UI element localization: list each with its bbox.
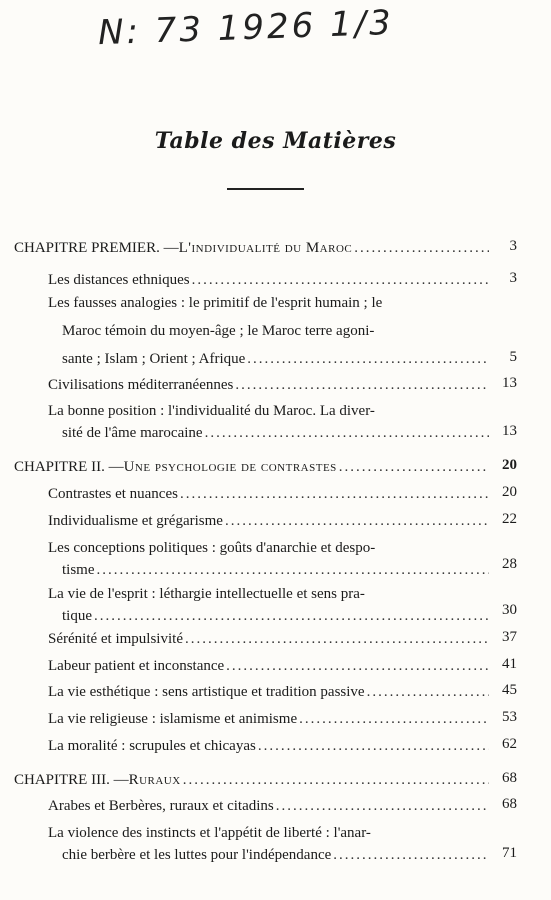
- toc-section[interactable]: Les conceptions politiques : goûts d'anarchie et despo- tisme .....: [48, 538, 491, 580]
- chapter-name: L'individualité du Maroc: [178, 240, 353, 256]
- dot-leader: [354, 238, 489, 258]
- page-number: 5: [509, 349, 517, 365]
- chapter-label: CHAPITRE III. —: [14, 772, 129, 788]
- toc-section[interactable]: Contrastes et nuances .....: [48, 484, 491, 504]
- chapter-name: Une psychologie de contrastes: [123, 459, 337, 475]
- page-number: 68: [502, 770, 517, 786]
- page-number: 22: [502, 511, 517, 527]
- page-number: 20: [502, 457, 517, 473]
- handwritten-annotation: N: 73 1926 1/3: [97, 2, 395, 54]
- toc-section[interactable]: La vie de l'esprit : léthargie intellectuelle et sens pra- tique .....: [48, 584, 491, 626]
- page-number: 13: [502, 423, 517, 439]
- page-number: 13: [502, 375, 517, 391]
- toc-section[interactable]: Civilisations méditerranéennes .....: [48, 375, 491, 395]
- page-number: 41: [502, 656, 517, 672]
- chapter-label: CHAPITRE II. —: [14, 459, 124, 475]
- toc-section[interactable]: Les distances ethniques .....: [48, 270, 491, 290]
- page-number: 53: [502, 709, 517, 725]
- title-rule: [227, 188, 304, 190]
- page-number: 68: [502, 796, 517, 812]
- dot-leader: [339, 457, 489, 477]
- chapter-heading[interactable]: [14, 238, 491, 258]
- page-number: 45: [502, 682, 517, 698]
- toc-section[interactable]: La bonne position : l'individualité du Maroc. La diver- sité de l'âme marocaine .....: [48, 401, 491, 443]
- page-number: 28: [502, 556, 517, 572]
- toc-section[interactable]: Labeur patient et inconstance .....: [48, 656, 491, 676]
- page-number: 62: [502, 736, 517, 752]
- toc-section[interactable]: La violence des instincts et l'appétit de liberté : l'anar- chie berbère et les luttes pour l'indépendance .....: [48, 823, 491, 865]
- toc-section[interactable]: La vie religieuse : islamisme et animisme .....: [48, 709, 491, 729]
- chapter-label: CHAPITRE PREMIER. —: [14, 240, 179, 256]
- dot-leader: [183, 770, 489, 790]
- toc-section[interactable]: La moralité : scrupules et chicayas .....: [48, 736, 491, 756]
- page-number: 30: [502, 602, 517, 618]
- toc-section[interactable]: Sérénité et impulsivité .....: [48, 629, 491, 649]
- page-number: 3: [509, 238, 517, 254]
- page-number: 37: [502, 629, 517, 645]
- page-number: 20: [502, 484, 517, 500]
- chapter-heading[interactable]: [14, 770, 491, 790]
- toc-section[interactable]: Arabes et Berbères, ruraux et citadins .....: [48, 796, 491, 816]
- page-number: 3: [509, 270, 517, 286]
- page-title: Table des Matières: [154, 128, 397, 154]
- chapter-name: Ruraux: [128, 772, 181, 788]
- chapter-heading[interactable]: [14, 457, 491, 477]
- toc-section[interactable]: Les fausses analogies : le primitif de l'esprit humain ; le Maroc témoin du moyen-âge ; le Maroc terre agoni- sante ; Islam ; Orient ; Afrique .....: [48, 293, 491, 369]
- toc-section[interactable]: Individualisme et grégarisme .....: [48, 511, 491, 531]
- toc-section[interactable]: La vie esthétique : sens artistique et tradition passive .....: [48, 682, 491, 702]
- page-number: 71: [502, 845, 517, 861]
